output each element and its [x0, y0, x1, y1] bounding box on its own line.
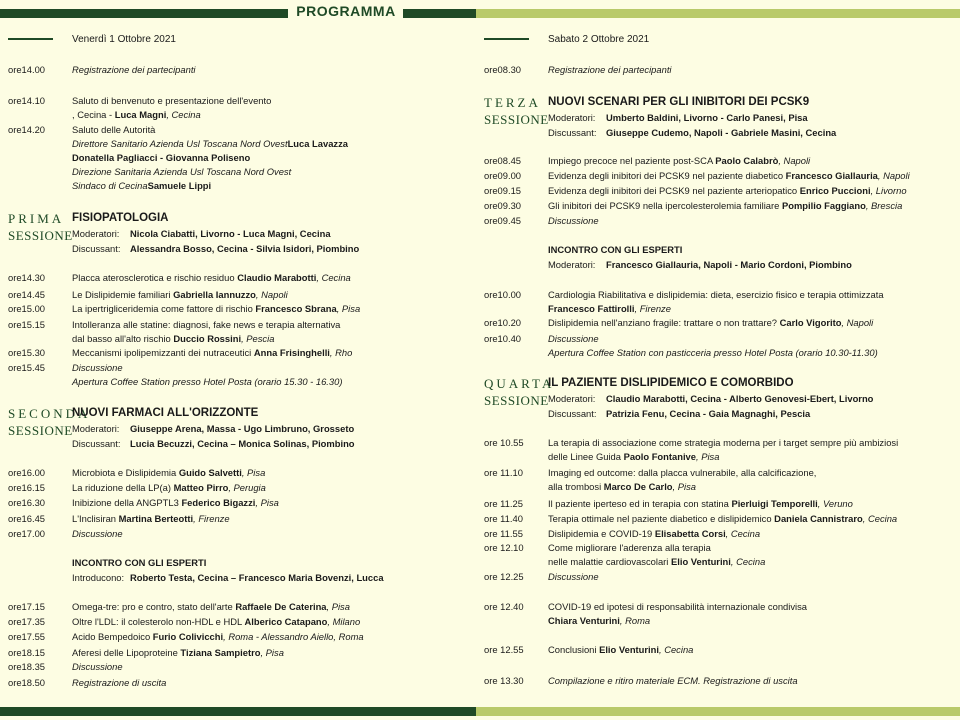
speaker-city: , Cecina [862, 513, 898, 524]
time-label: ore14.00 [8, 64, 46, 75]
time-label: ore 11.55 [484, 528, 523, 539]
entry-line [548, 199, 902, 213]
moderators-label: Moderatori: [548, 393, 596, 404]
entry-text: Compilazione e ritiro materiale ECM. Registrazione di uscita [548, 675, 798, 686]
session-label: QUARTA [484, 376, 555, 391]
time-label: ore16.45 [8, 513, 46, 524]
entry-line [548, 497, 853, 511]
item-body [548, 570, 599, 584]
entry-text: Dislipidemia nell'anziano fragile: trattare o non trattare? [548, 317, 780, 328]
session-label: PRIMA [8, 211, 65, 226]
speaker-name: Donatella Pagliacci - Giovanna Poliseno [72, 152, 251, 163]
speaker-city: , Cecina [658, 644, 694, 655]
speaker-name: Elisabetta Corsi [654, 528, 726, 539]
entry-text: Gli inibitori dei PCSK9 nella ipercolesterolemia familiare [548, 200, 782, 211]
time-label: ore08.45 [484, 155, 522, 166]
speaker-city: , Rho [329, 347, 353, 358]
entry-line [548, 570, 599, 584]
entry-line [72, 332, 340, 346]
expert-intro-names: Roberto Testa, Cecina – Francesco Maria Bovenzi, Lucca [130, 572, 384, 583]
time-label: ore15.15 [8, 319, 46, 330]
speaker-city: , Pisa [336, 303, 361, 314]
speaker-city: , Milano [327, 616, 361, 627]
speaker-name: Samuele Lippi [147, 180, 212, 191]
session-label: SESSIONE [8, 228, 73, 243]
entry-text: Cardiologia Riabilitativa e dislipidemia: dieta, esercizio fisico e terapia ottimizzata [548, 289, 884, 300]
time-label: ore14.20 [8, 124, 46, 135]
discussant-names: Giuseppe Cudemo, Napoli - Gabriele Masini, Cecina [606, 127, 837, 138]
entry-text: Discussione [72, 528, 123, 539]
speaker-name: Luca Magni [114, 109, 167, 120]
moderators-line [72, 423, 354, 434]
entry-text: nelle malattie cardiovascolari [548, 556, 671, 567]
entry-text: Le Dislipidemie familiari [72, 289, 174, 300]
entry-line [548, 466, 816, 480]
top-bar-right-light [476, 9, 960, 18]
entry-text: Terapia ottimale nel paziente diabetico e dislipidemico [548, 513, 775, 524]
day-right: Sabato 2 Ottobre 2021 [548, 34, 650, 45]
entry-line [72, 375, 342, 389]
time-label: ore15.30 [8, 347, 46, 358]
speaker-name: Duccio Rossini [173, 333, 242, 344]
speaker-city: , Veruno [817, 498, 853, 509]
entry-text: Apertura Coffee Station con pasticceria presso Hotel Posta (orario 10.30-11.30) [548, 347, 878, 358]
entry-text: Microbiota e Dislipidemia [72, 467, 179, 478]
discussant-label: Discussant: [548, 408, 597, 419]
entry-line [548, 332, 878, 346]
time-label: ore09.45 [484, 215, 522, 226]
entry-text: Aferesi delle Lipoproteine [72, 647, 181, 658]
entry-text: Inibizione della ANGPTL3 [72, 497, 182, 508]
item-body [548, 497, 853, 511]
discussant-names: Alessandra Bosso, Cecina - Silvia Isidori, Piombino [130, 243, 360, 254]
entry-line [72, 512, 230, 526]
entry-line [548, 63, 672, 77]
speaker-city: , Brescia [865, 200, 903, 211]
entry-line [72, 496, 279, 510]
entry-line [548, 527, 760, 541]
item-body [72, 346, 352, 360]
time-label: ore 12.55 [484, 644, 524, 655]
speaker-name: Elio Venturini [599, 644, 659, 655]
time-label: ore15.00 [8, 303, 46, 314]
discussant-names: Patrizia Fenu, Cecina - Gaia Magnaghi, Pescia [606, 408, 811, 419]
entry-text: Direttore Sanitario Azienda Usl Toscana Nord Ovest [72, 138, 288, 149]
item-body [548, 436, 898, 464]
speaker-name: Paolo Fontanive [623, 451, 696, 462]
item-body [72, 481, 266, 495]
entry-text: Discussione [548, 571, 599, 582]
session-title: IL PAZIENTE DISLIPIDEMICO E COMORBIDO [548, 377, 794, 389]
entry-text: Imaging ed outcome: dalla placca vulnerabile, alla calcificazione, [548, 467, 817, 478]
time-label: ore16.30 [8, 497, 46, 508]
time-label: ore14.30 [8, 272, 46, 283]
speaker-name: Daniela Cannistraro [774, 513, 863, 524]
item-body [72, 646, 284, 660]
session-label: SECONDA [8, 406, 91, 421]
expert-moderators-names: Francesco Giallauria, Napoli - Mario Cordoni, Piombino [606, 259, 852, 270]
item-body [548, 214, 599, 228]
time-label: ore18.15 [8, 647, 46, 658]
entry-text: Evidenza degli inibitori dei PCSK9 nel paziente diabetico [548, 170, 786, 181]
time-label: ore 10.55 [484, 437, 524, 448]
item-body [72, 94, 271, 122]
entry-line [72, 108, 271, 122]
time-label: ore17.35 [8, 616, 46, 627]
speaker-name: Elio Venturini [670, 556, 731, 567]
entry-line [72, 361, 342, 375]
expert-title: INCONTRO CON GLI ESPERTI [548, 244, 683, 255]
entry-line [72, 660, 123, 674]
discussant-label: Discussant: [72, 243, 121, 254]
time-label: ore17.55 [8, 631, 46, 642]
item-body [72, 302, 360, 316]
item-body [548, 154, 810, 168]
entry-text: Saluto di benvenuto e presentazione dell'evento [72, 95, 272, 106]
discussant-line [72, 243, 359, 254]
entry-line [548, 436, 898, 450]
time-label: ore 12.25 [484, 571, 524, 582]
time-label: ore 11.25 [484, 498, 523, 509]
time-label: ore16.15 [8, 482, 46, 493]
speaker-name: Luca Lavazza [287, 138, 349, 149]
speaker-name: Alberico Catapano [244, 616, 328, 627]
entry-line [72, 63, 196, 77]
page-title: PROGRAMMA [296, 3, 396, 19]
entry-line [72, 179, 348, 193]
item-body [72, 271, 351, 285]
speaker-name: Tiziana Sampietro [180, 647, 261, 658]
time-label: ore 13.30 [484, 675, 524, 686]
moderators-line [548, 112, 808, 123]
discussant-label: Discussant: [72, 438, 121, 449]
entry-line [548, 316, 873, 330]
entry-text: Dislipidemia e COVID-19 [548, 528, 655, 539]
entry-line [72, 288, 288, 302]
entry-text: L'Inclisiran [72, 513, 119, 524]
speaker-city: , Livorno [870, 185, 907, 196]
top-bar-left [0, 9, 288, 18]
entry-text: Oltre l'LDL: il colesterolo non-HDL e HDL [72, 616, 245, 627]
entry-line [72, 165, 348, 179]
moderators-label: Moderatori: [72, 423, 120, 434]
speaker-name: Anna Frisinghelli [253, 347, 330, 358]
speaker-city: , Firenze [193, 513, 230, 524]
entry-text: COVID-19 ed ipotesi di responsabilità internazionale condivisa [548, 601, 807, 612]
entry-text: Direzione Sanitaria Azienda Usl Toscana Nord Ovest [72, 166, 292, 177]
time-label: ore08.30 [484, 64, 522, 75]
speaker-name: Matteo Pirro [173, 482, 229, 493]
discussant-line [548, 127, 836, 138]
speaker-name: Carlo Vigorito [779, 317, 842, 328]
session-label: SESSIONE [8, 423, 73, 438]
item-body [72, 615, 360, 629]
speaker-name: Raffaele De Caterina [235, 601, 327, 612]
entry-text: Acido Bempedoico [72, 631, 153, 642]
top-bar-right-dark [403, 9, 476, 18]
item-body [548, 316, 873, 330]
moderators-label: Moderatori: [548, 112, 596, 123]
expert-title: INCONTRO CON GLI ESPERTI [72, 557, 207, 568]
speaker-name: Gabriella Iannuzzo [173, 289, 256, 300]
speaker-city: , Pisa [255, 497, 279, 508]
item-body [72, 361, 342, 389]
expert-intro-label: Introducono: [72, 572, 125, 583]
speaker-name: Martina Berteotti [118, 513, 194, 524]
bottom-bar-left [0, 707, 476, 716]
item-body [72, 496, 279, 510]
entry-text: alla trombosi [548, 481, 604, 492]
entry-text: Placca aterosclerotica e rischio residuo [72, 272, 238, 283]
session-label: TERZA [484, 95, 541, 110]
item-body [548, 199, 902, 213]
speaker-city: , Roma [619, 615, 651, 626]
time-label: ore16.00 [8, 467, 46, 478]
entry-line [72, 123, 348, 137]
item-body [548, 184, 907, 198]
session-title: NUOVI FARMACI ALL'ORIZZONTE [72, 407, 259, 419]
item-body [72, 63, 196, 77]
entry-line [548, 288, 884, 302]
speaker-name: Enrico Puccioni [799, 185, 871, 196]
moderators-label: Moderatori: [72, 228, 120, 239]
entry-text: Conclusioni [548, 644, 600, 655]
entry-text: Evidenza degli inibitori dei PCSK9 nel paziente arteriopatico [548, 185, 800, 196]
time-label: ore17.00 [8, 528, 46, 539]
entry-line [548, 214, 599, 228]
entry-line [548, 600, 807, 614]
moderators-names: Claudio Marabotti, Cecina - Alberto Genovesi-Ebert, Livorno [606, 393, 874, 404]
speaker-city: , Napoli [841, 317, 874, 328]
speaker-city: , Napoli [877, 170, 910, 181]
entry-line [72, 151, 348, 165]
discussant-line [72, 438, 355, 449]
entry-text: Saluto delle Autorità [72, 124, 156, 135]
item-body [72, 676, 166, 690]
item-body [72, 466, 265, 480]
entry-line [72, 646, 284, 660]
entry-text: Discussione [548, 215, 599, 226]
time-label: ore09.30 [484, 200, 522, 211]
moderators-names: Nicola Ciabatti, Livorno - Luca Magni, Cecina [130, 228, 331, 239]
entry-line [548, 346, 878, 360]
entry-text: Discussione [72, 362, 123, 373]
time-label: ore10.20 [484, 317, 522, 328]
entry-line [548, 614, 807, 628]
item-body [548, 466, 816, 494]
time-label: ore17.15 [8, 601, 46, 612]
moderators-line [72, 228, 331, 239]
speaker-name: Federico Bigazzi [181, 497, 256, 508]
entry-line [72, 527, 123, 541]
item-body [72, 600, 350, 614]
time-label: ore18.50 [8, 677, 46, 688]
speaker-city: , Pisa [695, 451, 720, 462]
day-left: Venerdì 1 Ottobre 2021 [72, 34, 176, 45]
session-label: SESSIONE [484, 112, 549, 127]
speaker-name: Furio Colivicchi [152, 631, 224, 642]
time-label: ore10.00 [484, 289, 522, 300]
session-title: FISIOPATOLOGIA [72, 212, 169, 224]
day-rule-right [484, 38, 529, 40]
item-body [72, 288, 288, 302]
speaker-name: Francesco Fattirolli [548, 303, 635, 314]
speaker-city: , Pisa [326, 601, 350, 612]
moderators-line [548, 393, 873, 404]
entry-text: Omega-tre: pro e contro, stato dell'arte [72, 601, 236, 612]
item-body [548, 643, 693, 657]
speaker-city: , Cecina [730, 556, 766, 567]
entry-text: delle Linee Guida [548, 451, 624, 462]
speaker-city: , Cecina [316, 272, 351, 283]
entry-line [72, 466, 265, 480]
item-body [548, 674, 798, 688]
entry-line [548, 184, 907, 198]
entry-line [548, 450, 898, 464]
entry-text: La ipertrigliceridemia come fattore di rischio [72, 303, 256, 314]
entry-text: Impiego precoce nel paziente post-SCA [548, 155, 716, 166]
item-body [548, 288, 884, 316]
entry-line [72, 630, 364, 644]
entry-text: Apertura Coffee Station presso Hotel Posta (orario 15.30 - 16.30) [72, 376, 343, 387]
expert-moderators-label: Moderatori: [548, 259, 596, 270]
entry-line [548, 541, 765, 555]
day-rule-left [8, 38, 53, 40]
speaker-name: Francesco Giallauria [785, 170, 878, 181]
time-label: ore 11.10 [484, 467, 523, 478]
speaker-city: , Pescia [241, 333, 275, 344]
speaker-city: , Pisa [260, 647, 284, 658]
bottom-bar-right [476, 707, 960, 716]
entry-line [72, 137, 348, 151]
speaker-name: Pompilio Faggiano [781, 200, 866, 211]
entry-line [548, 169, 910, 183]
session-title: NUOVI SCENARI PER GLI INIBITORI DEI PCSK9 [548, 96, 810, 108]
entry-text: Come migliorare l'aderenza alla terapia [548, 542, 711, 553]
entry-line [548, 643, 693, 657]
entry-line [72, 615, 360, 629]
time-label: ore14.45 [8, 289, 46, 300]
item-body [72, 630, 364, 644]
entry-line [72, 481, 266, 495]
moderators-names: Giuseppe Arena, Massa - Ugo Limbruno, Grosseto [130, 423, 355, 434]
item-body [72, 318, 340, 346]
item-body [72, 527, 123, 541]
discussant-names: Lucia Becuzzi, Cecina – Monica Solinas, Piombino [130, 438, 355, 449]
entry-line [548, 154, 810, 168]
entry-text: Registrazione dei partecipanti [72, 64, 196, 75]
speaker-city: , Napoli [255, 289, 288, 300]
entry-text: Registrazione di uscita [72, 677, 167, 688]
item-body [548, 527, 760, 541]
entry-text: Sindaco di Cecina [72, 180, 148, 191]
entry-text: Meccanismi ipolipemizzanti dei nutraceutici [72, 347, 254, 358]
speaker-name: Paolo Calabrò [715, 155, 779, 166]
discussant-line [548, 408, 810, 419]
entry-line [72, 271, 351, 285]
speaker-name: Pierluigi Temporelli [731, 498, 818, 509]
speaker-city: , Pisa [241, 467, 266, 478]
discussant-label: Discussant: [548, 127, 597, 138]
item-body [548, 169, 910, 183]
time-label: ore 11.40 [484, 513, 523, 524]
item-body [548, 63, 672, 77]
entry-text: dal basso all'alto rischio [72, 333, 174, 344]
entry-line [72, 94, 271, 108]
entry-line [548, 555, 765, 569]
time-label: ore09.15 [484, 185, 522, 196]
entry-line [548, 480, 816, 494]
item-body [72, 660, 123, 674]
speaker-name: Francesco Sbrana [255, 303, 337, 314]
entry-text: Discussione [72, 661, 123, 672]
speaker-city: , Cecina [725, 528, 761, 539]
time-label: ore09.00 [484, 170, 522, 181]
session-label: SESSIONE [484, 393, 549, 408]
entry-text: La terapia di associazione come strategia moderna per i target sempre più ambiziosi [548, 437, 899, 448]
speaker-city: , Pisa [672, 481, 696, 492]
speaker-name: Claudio Marabotti [237, 272, 317, 283]
time-label: ore10.40 [484, 333, 522, 344]
entry-text: Il paziente iperteso ed in terapia con statina [548, 498, 732, 509]
item-body [72, 512, 230, 526]
entry-text: Discussione [548, 333, 599, 344]
entry-line [548, 512, 897, 526]
speaker-city: , Cecina [166, 109, 201, 120]
entry-line [72, 676, 166, 690]
entry-line [72, 346, 352, 360]
expert-moderators-line [548, 259, 852, 270]
speaker-city: , Perugia [228, 482, 266, 493]
time-label: ore 12.10 [484, 542, 524, 553]
entry-text: Registrazione dei partecipanti [548, 64, 672, 75]
speaker-name: Marco De Carlo [603, 481, 673, 492]
time-label: ore18.35 [8, 661, 46, 672]
entry-line [548, 674, 798, 688]
entry-text: La riduzione della LP(a) [72, 482, 174, 493]
entry-text: , Cecina - [72, 109, 115, 120]
time-label: ore14.10 [8, 95, 46, 106]
time-label: ore15.45 [8, 362, 46, 373]
item-body [548, 541, 765, 569]
item-body [548, 600, 807, 628]
entry-line [72, 600, 350, 614]
entry-text: Intolleranza alle statine: diagnosi, fake news e terapia alternativa [72, 319, 341, 330]
time-label: ore 12.40 [484, 601, 524, 612]
speaker-name: Chiara Venturini [548, 615, 620, 626]
entry-line [72, 302, 360, 316]
speaker-city: , Napoli [778, 155, 811, 166]
moderators-names: Umberto Baldini, Livorno - Carlo Panesi, Pisa [606, 112, 808, 123]
item-body [548, 332, 878, 360]
item-body [548, 512, 897, 526]
entry-line [72, 318, 340, 332]
speaker-city: , Firenze [634, 303, 671, 314]
speaker-name: Guido Salvetti [178, 467, 242, 478]
entry-line [548, 302, 884, 316]
item-body [72, 123, 348, 193]
expert-intro-line [72, 572, 384, 583]
speaker-city: , Roma - Alessandro Aiello, Roma [223, 631, 364, 642]
